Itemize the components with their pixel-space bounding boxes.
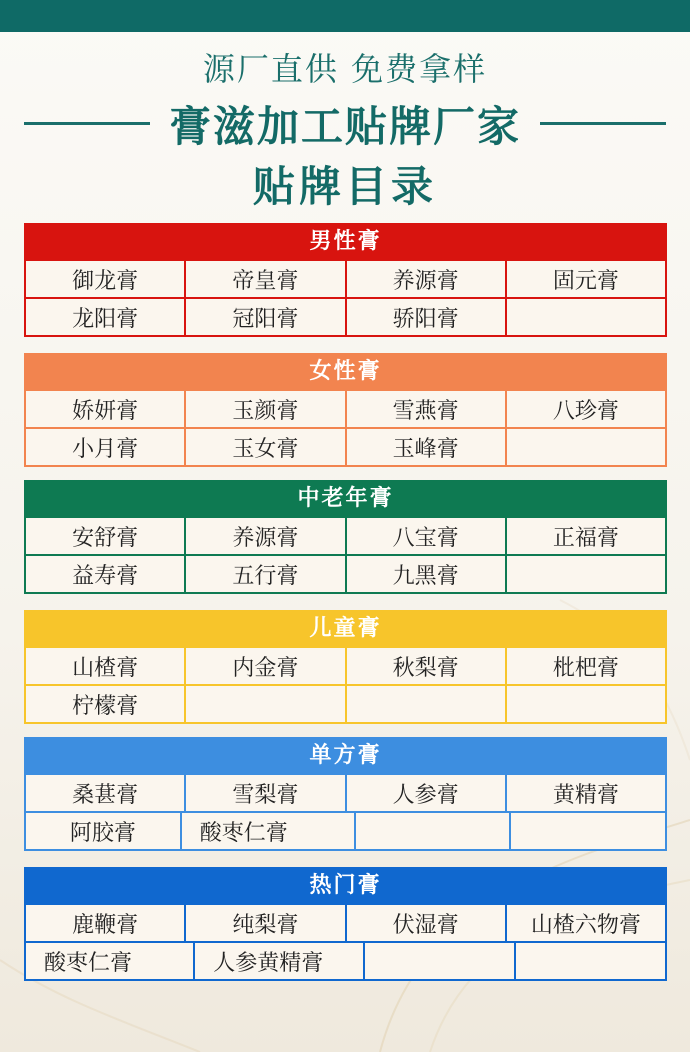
product-item: 冠阳膏 xyxy=(184,299,344,335)
empty-cell xyxy=(505,556,665,592)
product-item: 小月膏 xyxy=(72,436,139,462)
category-section xyxy=(24,610,667,724)
category-header: 中老年膏 xyxy=(24,480,667,518)
empty-cell xyxy=(363,943,514,979)
category-section xyxy=(24,867,667,981)
category-grid xyxy=(24,518,667,594)
product-item: 养源膏 xyxy=(184,518,344,554)
product-item: 五行膏 xyxy=(184,556,344,592)
empty-cell xyxy=(354,813,510,849)
product-item: 固元膏 xyxy=(505,261,665,297)
category-grid xyxy=(24,905,667,981)
product-item: 秋梨膏 xyxy=(345,648,505,684)
empty-cell xyxy=(345,686,505,722)
category-header: 热门膏 xyxy=(24,867,667,905)
product-item: 鹿鞭膏 xyxy=(72,912,139,938)
category-row xyxy=(26,684,665,722)
subtitle: 源厂直供 免费拿样 xyxy=(202,50,488,88)
product-item: 玉峰膏 xyxy=(345,429,505,465)
category-section xyxy=(24,353,667,467)
product-item: 娇妍膏 xyxy=(72,398,139,424)
product-item: 山楂六物膏 xyxy=(505,905,665,941)
product-item: 人参膏 xyxy=(345,775,505,811)
category-section xyxy=(24,737,667,851)
product-item: 雪燕膏 xyxy=(345,391,505,427)
category-row xyxy=(26,391,665,427)
category-section xyxy=(24,223,667,337)
product-item: 安舒膏 xyxy=(72,525,139,551)
product-item: 雪梨膏 xyxy=(184,775,344,811)
product-item: 正福膏 xyxy=(505,518,665,554)
product-item: 帝皇膏 xyxy=(184,261,344,297)
category-row xyxy=(26,261,665,297)
product-item: 养源膏 xyxy=(345,261,505,297)
product-item: 黄精膏 xyxy=(505,775,665,811)
empty-cell xyxy=(505,429,665,465)
product-item: 八珍膏 xyxy=(505,391,665,427)
category-grid xyxy=(24,261,667,337)
product-item: 人参黄精膏 xyxy=(193,943,362,979)
empty-cell xyxy=(184,686,344,722)
catalog-heading: 贴牌目录 xyxy=(252,162,437,211)
product-item: 八宝膏 xyxy=(345,518,505,554)
category-row xyxy=(26,427,665,465)
category-row xyxy=(26,811,665,849)
product-item: 益寿膏 xyxy=(72,563,139,589)
category-row xyxy=(26,554,665,592)
category-header: 男性膏 xyxy=(24,223,667,261)
category-grid xyxy=(24,391,667,467)
product-item: 阿胶膏 xyxy=(69,820,136,846)
category-header: 女性膏 xyxy=(24,353,667,391)
empty-cell xyxy=(505,686,665,722)
product-item: 柠檬膏 xyxy=(72,693,139,719)
category-grid xyxy=(24,775,667,851)
category-grid xyxy=(24,648,667,724)
product-item: 龙阳膏 xyxy=(72,306,139,332)
product-item: 山楂膏 xyxy=(72,655,139,681)
product-item: 伏湿膏 xyxy=(345,905,505,941)
page-title: 膏滋加工贴牌厂家 xyxy=(168,102,521,151)
product-item: 枇杷膏 xyxy=(505,648,665,684)
product-item: 内金膏 xyxy=(184,648,344,684)
category-header: 单方膏 xyxy=(24,737,667,775)
category-row xyxy=(26,297,665,335)
product-item: 骄阳膏 xyxy=(345,299,505,335)
product-item: 酸枣仁膏 xyxy=(44,950,133,976)
title-divider-right xyxy=(540,122,666,125)
product-item: 玉颜膏 xyxy=(184,391,344,427)
category-row xyxy=(26,648,665,684)
category-section xyxy=(24,480,667,594)
product-item: 御龙膏 xyxy=(72,268,139,294)
category-row xyxy=(26,941,665,979)
category-row xyxy=(26,905,665,941)
product-item: 桑葚膏 xyxy=(72,782,139,808)
product-item: 九黑膏 xyxy=(345,556,505,592)
top-banner-bar xyxy=(0,0,690,32)
category-row xyxy=(26,775,665,811)
product-item: 玉女膏 xyxy=(184,429,344,465)
empty-cell xyxy=(514,943,665,979)
product-item: 酸枣仁膏 xyxy=(180,813,354,849)
empty-cell xyxy=(509,813,665,849)
title-row xyxy=(0,94,690,152)
product-item: 纯梨膏 xyxy=(184,905,344,941)
empty-cell xyxy=(505,299,665,335)
category-header: 儿童膏 xyxy=(24,610,667,648)
category-row xyxy=(26,518,665,554)
